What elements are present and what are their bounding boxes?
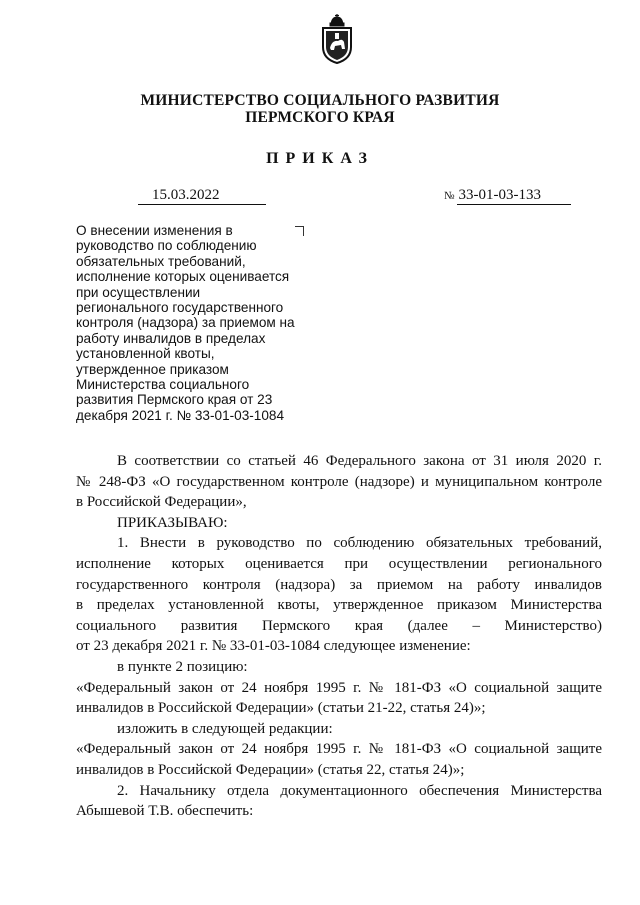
order-subject — [76, 223, 311, 423]
body-line: Абышевой Т.В. обеспечить: — [76, 803, 254, 820]
subject-line: декабря 2021 г. № 33-01-03-1084 — [76, 407, 285, 423]
subject-line: утвержденное приказом — [76, 361, 229, 377]
subject-line: работу инвалидов в пределах — [76, 330, 266, 346]
body-line: «Федеральный закон от 24 ноября 1995 г. № 181-ФЗ «О социальной защите — [76, 679, 602, 696]
subject-line: установленной квоты, — [76, 346, 215, 362]
subject-line: Министерства социального — [76, 377, 250, 393]
body-line: в пределах установленной квоты, утвержденное приказом Министерства — [76, 597, 602, 614]
order-verb: ПРИКАЗЫВАЮ: — [117, 514, 228, 531]
body-line: в пункте 2 позицию: — [117, 658, 248, 675]
order-number: 33-01-03-133 — [457, 186, 571, 205]
subject-line: развития Пермского края от 23 — [76, 392, 273, 408]
order-date: 15.03.2022 — [138, 186, 266, 205]
subject-line: руководство по соблюдению — [76, 238, 257, 254]
body-line: социального развития Пермского края (далее – Министерство) — [76, 617, 602, 634]
subject-line: контроля (надзора) за приемом на — [76, 315, 295, 331]
body-line: 1. Внести в руководство по соблюдению обязательных требований, — [117, 535, 602, 552]
subject-line: обязательных требований, — [76, 253, 246, 269]
body-line: 2. Начальнику отдела документационного обеспечения Министерства — [117, 782, 602, 799]
body-line: В соответствии со статьей 46 Федерального закона от 31 июля 2020 г. — [117, 453, 602, 469]
subject-line: О внесении изменения в — [76, 223, 233, 238]
subject-line: регионального государственного — [76, 300, 284, 316]
body-line: исполнение которых оценивается при осуществлении регионального — [76, 555, 602, 572]
body-line: изложить в следующей редакции: — [117, 720, 333, 737]
document-type-heading: ПРИКАЗ — [266, 150, 374, 167]
perm-krai-coat-of-arms-icon — [320, 14, 354, 64]
subject-line: при осуществлении — [76, 284, 201, 300]
subject-line: исполнение которых оценивается — [76, 269, 290, 285]
body-line: инвалидов в Российской Федерации» (статья 22, статья 24)»; — [76, 761, 465, 778]
body-line: № 248-ФЗ «О государственном контроле (надзоре) и муниципальном контроле — [76, 473, 602, 490]
body-line: инвалидов в Российской Федерации» (статьи 21-22, статья 24)»; — [76, 700, 486, 717]
ministry-title-line2: ПЕРМСКОГО КРАЯ — [245, 109, 395, 126]
body-line: от 23 декабря 2021 г. № 33-01-03-1084 следующее изменение: — [76, 638, 471, 655]
body-line: в Российской Федерации», — [76, 494, 247, 511]
body-line: государственного контроля (надзора) за приемом на работу инвалидов — [76, 576, 602, 593]
number-sign: № — [444, 190, 455, 202]
body-line: «Федеральный закон от 24 ноября 1995 г. № 181-ФЗ «О социальной защите — [76, 741, 602, 758]
order-body — [76, 451, 602, 822]
ministry-title-line1: МИНИСТЕРСТВО СОЦИАЛЬНОГО РАЗВИТИЯ — [140, 92, 500, 109]
order-number-field — [444, 186, 571, 205]
